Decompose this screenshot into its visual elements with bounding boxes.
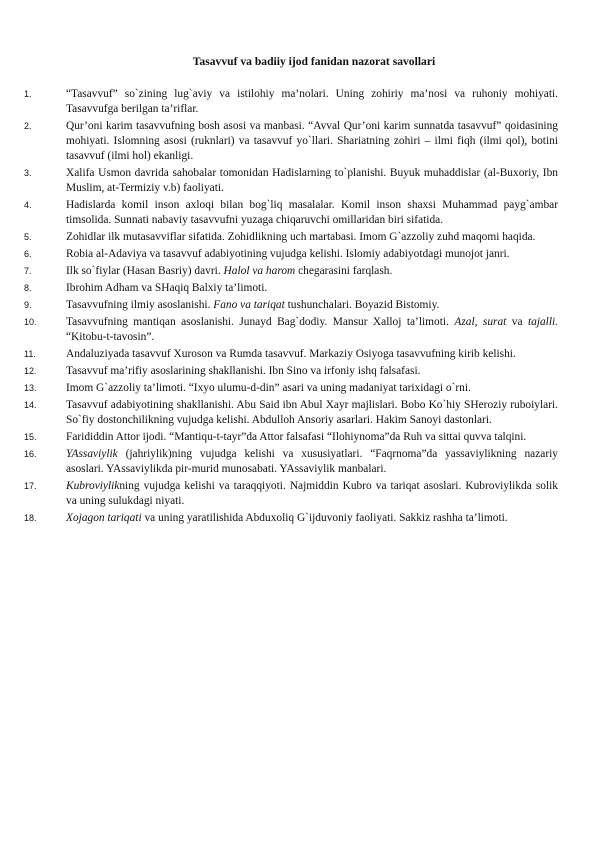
- question-text: Tasavvufning mantiqan asoslanishi. Junayd Bag`dodiy. Mansur Xalloj ta’limoti.: [66, 316, 455, 328]
- question-number: 14.: [24, 400, 37, 410]
- question-item: [24, 166, 558, 196]
- question-text: Xalifa Usmon davrida sahobalar tomonidan Hadislarning to`planishi. Buyuk muhaddislar (al-Buxoriy, Ibn Muslim, at-Termiziy v.b) faoliyati.: [66, 167, 558, 194]
- question-text-italic: Azal, surat: [454, 316, 507, 328]
- question-item: [24, 87, 558, 117]
- question-number: 17.: [24, 481, 37, 491]
- question-item: [24, 398, 558, 428]
- question-text: va uning yaratilishida Abduxoliq G`ijduvoniy faoliyati. Sakkiz rashha ta’limoti.: [141, 512, 508, 524]
- question-text-italic: YAssaviylik: [66, 448, 118, 460]
- question-number: 18.: [24, 513, 37, 523]
- question-text: Imom G`azzoliy ta’limoti. “Ixyo ulumu-d-din” asari va uning madaniyat tarixidagi o`rni.: [66, 382, 471, 394]
- question-text: Ibrohim Adham va SHaqiq Balxiy ta’limoti.: [66, 282, 268, 294]
- question-item: [24, 230, 558, 245]
- question-number: 2.: [24, 121, 32, 131]
- question-number: 7.: [24, 266, 32, 276]
- question-number: 6.: [24, 249, 32, 259]
- question-text: Ilk so`fiylar (Hasan Basriy) davri.: [66, 265, 224, 277]
- question-text: Tasavvufning ilmiy asoslanishi.: [66, 299, 214, 311]
- question-number: 1.: [24, 89, 32, 99]
- question-text-italic: Xojagon tariqati: [66, 512, 142, 524]
- question-text-italic: tajalli.: [527, 316, 559, 328]
- question-number: 8.: [24, 283, 32, 293]
- question-item: [24, 315, 559, 345]
- question-text: Qur’oni karim tasavvufning bosh asosi va manbasi. “Avval Qur’oni karim sunnatda tasavvuf” qoidasining mohiyati. Islomning asosi (ruknlari) va tasavvuf yo`llari. Shariatning zohiri – ilmi fiqh (ilmi qol), botini tasavvuf (ilmi hol) ekanligi.: [66, 120, 558, 162]
- question-item: [24, 281, 558, 296]
- question-text-italic: Halol va harom: [223, 265, 296, 277]
- question-item: [24, 198, 558, 228]
- question-list: [24, 87, 559, 526]
- question-item: [24, 511, 558, 526]
- question-text: (jahriylik)ning vujudga kelishi va xususiyatlari. “Faqrnoma”da yassaviylikning nazariy asoslari. YAssaviylikda pir-murid munosabati. YAssaviylik manbalari.: [66, 448, 558, 475]
- question-number: 9.: [24, 300, 32, 310]
- question-text: Robia al-Adaviya va tasavvuf adabiyotining vujudga kelishi. Islomiy adabiyotdagi munojot janri.: [66, 248, 510, 260]
- question-text: Zohidlar ilk mutasavviflar sifatida. Zohidlikning uch martabasi. Imom G`azzoliy zuhd maqomi haqida.: [66, 231, 536, 243]
- question-item: [24, 430, 558, 445]
- question-text: chegarasini farqlash.: [295, 265, 393, 277]
- question-item: [24, 247, 558, 262]
- question-number: 4.: [24, 200, 32, 210]
- question-item: [24, 447, 558, 477]
- question-number: 10.: [24, 317, 37, 327]
- question-text: ning vujudga kelishi va taraqqiyoti. Najmiddin Kubro va tariqat asoslari. Kubroviylikda solik va uning sulukdagi niyati.: [66, 480, 558, 507]
- question-text-italic: Kubroviylik: [66, 480, 120, 492]
- question-item: [24, 479, 558, 509]
- question-text: Farididdin Attor ijodi. “Mantiqu-t-tayr”da Attor falsafasi “Ilohiynoma”da Ruh va sittai quvva talqini.: [66, 431, 527, 443]
- question-text: Hadislarda komil inson axloqi bilan bog`liq masalalar. Komil inson shaxsi Muhammad payg`ambar timsolida. Sunnati nabaviy tasavvufni yuzaga chiqaruvchi omillaridan biri sifatida.: [66, 199, 558, 226]
- question-item: [24, 381, 558, 396]
- question-item: [24, 364, 558, 379]
- question-number: 15.: [24, 432, 37, 442]
- question-text: va: [506, 316, 528, 328]
- question-number: 13.: [24, 383, 37, 393]
- question-text: tushunchalari. Boyazid Bistomiy.: [284, 299, 440, 311]
- question-text-italic: Fano va tariqat: [213, 299, 285, 311]
- question-item: [24, 298, 558, 313]
- question-item: [24, 264, 558, 279]
- question-number: 12.: [24, 366, 37, 376]
- question-text: Tasavvuf ma’rifiy asoslarining shakllanishi. Ibn Sino va irfoniy ishq falsafasi.: [66, 365, 421, 377]
- question-text: “Kitobu-t-tavosin”.: [66, 331, 155, 343]
- question-text: “Tasavvuf” so`zining lug`aviy va istilohiy ma’nolari. Uning zohiriy ma’nosi va ruhoniy mohiyati. Tasavvufga berilgan ta’riflar.: [66, 88, 558, 115]
- question-number: 11.: [24, 349, 36, 359]
- question-text: Tasavvuf adabiyotining shakllanishi. Abu Said ibn Abul Xayr majlislari. Bobo Ko`hiy SHeroziy ruboiylari. So`fiy dostonchilikning vujudga kelishi. Abdulloh Ansoriy asarlari. Hakim Sanoyi dastonlari.: [66, 399, 558, 426]
- question-number: 3.: [24, 168, 32, 178]
- question-item: [24, 347, 558, 362]
- question-text: Andaluziyada tasavvuf Xuroson va Rumda tasavvuf. Markaziy Osiyoga tasavvufning kirib kelishi.: [66, 348, 516, 360]
- question-item: [24, 119, 558, 164]
- question-number: 16.: [24, 449, 37, 459]
- document-title: Tasavvuf va badiiy ijod fanidan nazorat savollari: [192, 55, 436, 68]
- question-number: 5.: [24, 232, 32, 242]
